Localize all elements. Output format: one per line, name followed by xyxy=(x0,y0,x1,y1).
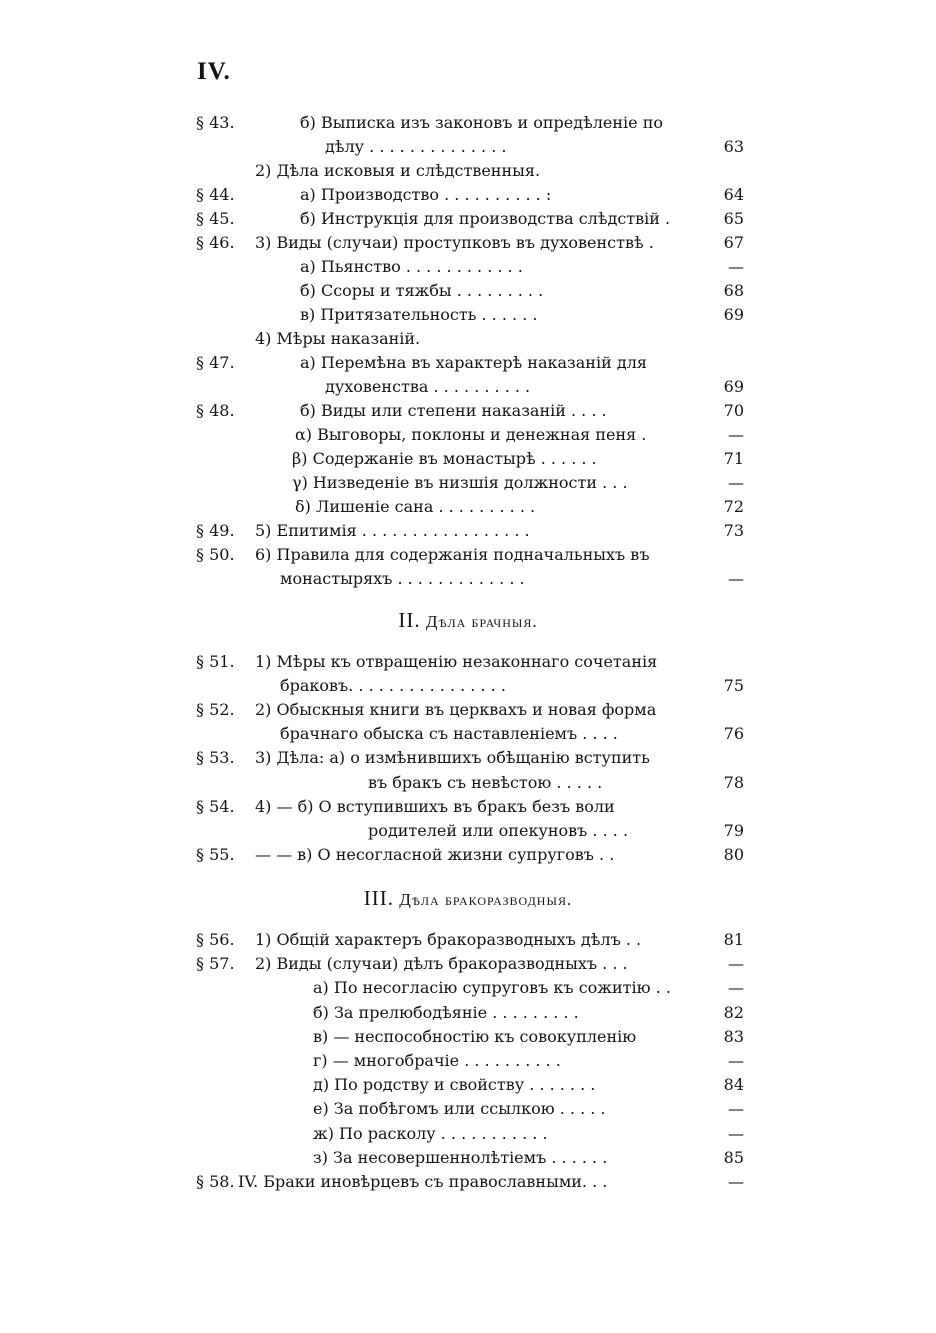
toc-entry xyxy=(0,255,936,279)
page-reference: 81 xyxy=(723,930,744,949)
toc-entry xyxy=(0,795,936,819)
toc-entry xyxy=(0,567,936,591)
entry-text: а) Перемѣна въ характерѣ наказаній для xyxy=(300,353,647,372)
entry-text: брачнаго обыска съ наставленіемъ . . . . xyxy=(280,724,618,744)
toc-entry xyxy=(0,327,936,351)
page-reference: — xyxy=(728,569,744,588)
toc-entry xyxy=(0,471,936,495)
entry-text: въ бракъ съ невѣстою . . . . . xyxy=(368,772,603,792)
entry-text: 3) Виды (случаи) проступковъ въ духовенствѣ . xyxy=(255,233,654,252)
toc-entry xyxy=(0,976,936,1000)
page-reference: — xyxy=(728,1123,744,1143)
section-heading xyxy=(0,886,936,911)
section-heading xyxy=(0,608,936,633)
page-reference: — xyxy=(728,1172,744,1191)
section-number: § 43. xyxy=(196,113,235,132)
toc-entry xyxy=(0,159,936,183)
page-reference: — xyxy=(728,1099,744,1119)
entry-text: д) По родству и свойству . . . . . . . xyxy=(313,1075,596,1095)
page-reference: 64 xyxy=(723,185,744,204)
page-reference: 73 xyxy=(723,521,744,540)
toc-entry xyxy=(0,722,936,746)
section-number: § 51. xyxy=(196,652,235,671)
section-number: § 50. xyxy=(196,545,235,564)
toc-entry xyxy=(0,1025,936,1049)
entry-text: родителей или опекуновъ . . . . xyxy=(368,820,629,840)
toc-entry xyxy=(0,183,936,207)
entry-text: б) Ссоры и тяжбы . . . . . . . . . xyxy=(300,281,544,300)
entry-text: ж) По расколу . . . . . . . . . . . xyxy=(313,1123,548,1143)
section-number: § 55. xyxy=(196,844,235,864)
entry-text: δ) Лишеніе сана . . . . . . . . . . xyxy=(295,497,536,516)
toc-entry xyxy=(0,279,936,303)
entry-text: а) Пьянство . . . . . . . . . . . . xyxy=(300,257,523,276)
toc-entry xyxy=(0,1073,936,1097)
section-number: § 56. xyxy=(196,930,235,949)
page-reference: 84 xyxy=(723,1075,744,1095)
page-reference: 82 xyxy=(723,1002,744,1022)
section-number: § 49. xyxy=(196,521,235,540)
section-number: § 57. xyxy=(196,954,235,974)
toc-entry xyxy=(0,375,936,399)
entry-text: духовенства . . . . . . . . . . xyxy=(325,377,531,396)
section-roman-numeral: II. xyxy=(398,608,421,632)
toc-entry xyxy=(0,928,936,952)
entry-text: 1) Мѣры къ отвращенію незаконнаго сочетанія xyxy=(255,652,658,671)
entry-text: е) За побѣгомъ или ссылкою . . . . . xyxy=(313,1099,606,1119)
section-title: Дѣла брачныя. xyxy=(420,612,538,631)
entry-text: 3) Дѣла: а) о измѣнившихъ обѣщанію вступить xyxy=(255,748,650,768)
entry-text: 1) Общій характеръ бракоразводныхъ дѣлъ . . xyxy=(255,930,642,949)
section-number: § 47. xyxy=(196,353,235,372)
toc-entry xyxy=(0,843,936,867)
entry-text: 2) Виды (случаи) дѣлъ бракоразводныхъ . . . xyxy=(255,954,628,974)
section-number: § 44. xyxy=(196,185,235,204)
entry-text: в) Притязательность . . . . . . xyxy=(300,305,538,324)
page-reference: 78 xyxy=(723,772,744,792)
entry-text: в) — неспособностію къ совокупленію xyxy=(313,1026,637,1046)
page-reference: 69 xyxy=(723,377,744,396)
entry-text: — — в) О несогласной жизни супруговъ . . xyxy=(255,844,615,864)
entry-text: з) За несовершеннолѣтіемъ . . . . . . xyxy=(313,1147,608,1167)
toc-entry xyxy=(0,674,936,698)
page-reference: — xyxy=(728,978,744,998)
entry-text: IV. Браки иновѣрцевъ съ православными. . . xyxy=(238,1172,608,1191)
entry-text: 6) Правила для содержанія подначальныхъ въ xyxy=(255,545,650,564)
toc-entry xyxy=(0,303,936,327)
entry-text: браковъ. . . . . . . . . . . . . . . . xyxy=(280,676,506,696)
toc-entry xyxy=(0,771,936,795)
toc-entry xyxy=(0,1097,936,1121)
entry-text: а) По несогласію супруговъ къ сожитію . . xyxy=(313,978,671,998)
page-reference: 68 xyxy=(723,281,744,300)
entry-text: 4) Мѣры наказаній. xyxy=(255,329,421,348)
toc-entry xyxy=(0,111,936,135)
entry-text: 2) Дѣла исковыя и слѣдственныя. xyxy=(255,161,541,180)
toc-entry xyxy=(0,746,936,770)
section-number: § 52. xyxy=(196,700,235,720)
toc-entry xyxy=(0,1170,936,1194)
entry-text: б) Виды или степени наказаній . . . . xyxy=(300,401,607,420)
entry-text: γ) Низведеніе въ низшія должности . . . xyxy=(292,473,628,492)
page-reference: 71 xyxy=(723,449,744,468)
toc-entry xyxy=(0,519,936,543)
entry-text: а) Производство . . . . . . . . . . : xyxy=(300,185,552,204)
section-number: § 58. xyxy=(196,1172,235,1191)
page-reference: 72 xyxy=(723,497,744,516)
page-reference: 63 xyxy=(723,137,744,156)
entry-text: α) Выговоры, поклоны и денежная пеня . xyxy=(295,425,647,444)
entry-text: б) Выписка изъ законовъ и опредѣленіе по xyxy=(300,113,664,132)
toc-entry xyxy=(0,351,936,375)
page-reference: 69 xyxy=(723,305,744,324)
entry-text: монастыряхъ . . . . . . . . . . . . . xyxy=(280,569,525,588)
entry-text: β) Содержаніе въ монастырѣ . . . . . . xyxy=(292,449,597,468)
entry-text: 5) Епитимія . . . . . . . . . . . . . . . . . xyxy=(255,521,530,540)
page-reference: 83 xyxy=(723,1026,744,1046)
toc-entry xyxy=(0,1049,936,1073)
entry-text: б) Инструкція для производства слѣдствій . xyxy=(300,209,671,228)
page-reference: 70 xyxy=(723,401,744,420)
toc-entry xyxy=(0,1122,936,1146)
page-reference: 76 xyxy=(723,724,744,744)
entry-text: 4) — б) О вступившихъ въ бракъ безъ воли xyxy=(255,796,615,816)
toc-entry xyxy=(0,698,936,722)
section-roman-numeral: III. xyxy=(363,886,395,910)
toc-entry xyxy=(0,543,936,567)
toc-entry xyxy=(0,135,936,159)
entry-text: 2) Обыскныя книги въ церквахъ и новая форма xyxy=(255,700,657,720)
page-reference: 75 xyxy=(723,676,744,696)
toc-entry xyxy=(0,1001,936,1025)
toc-entry xyxy=(0,650,936,674)
toc-entry xyxy=(0,952,936,976)
section-number: § 45. xyxy=(196,209,235,228)
section-number: § 46. xyxy=(196,233,235,252)
page-reference: — xyxy=(728,1051,744,1070)
page-reference: 85 xyxy=(723,1147,744,1167)
page-reference: 67 xyxy=(723,233,744,252)
toc-entry xyxy=(0,495,936,519)
toc-entry xyxy=(0,231,936,255)
toc-entry xyxy=(0,423,936,447)
section-title: Дѣла бракоразводныя. xyxy=(394,890,573,909)
toc-entry xyxy=(0,819,936,843)
page-reference: — xyxy=(728,954,744,974)
page-reference: — xyxy=(728,425,744,444)
page-number: IV. xyxy=(197,58,231,85)
entry-text: г) — многобрачіе . . . . . . . . . . xyxy=(313,1051,561,1070)
page-reference: — xyxy=(728,257,744,276)
page-reference: 80 xyxy=(723,844,744,864)
toc-entry xyxy=(0,399,936,423)
entry-text: дѣлу . . . . . . . . . . . . . . xyxy=(325,137,507,156)
page-reference: 79 xyxy=(723,820,744,840)
section-number: § 53. xyxy=(196,748,235,768)
page-reference: — xyxy=(728,473,744,492)
section-number: § 48. xyxy=(196,401,235,420)
page-reference: 65 xyxy=(723,209,744,228)
toc-entry xyxy=(0,207,936,231)
toc-entry xyxy=(0,447,936,471)
toc-entry xyxy=(0,1146,936,1170)
entry-text: б) За прелюбодѣяніе . . . . . . . . . xyxy=(313,1002,579,1022)
section-number: § 54. xyxy=(196,796,235,816)
